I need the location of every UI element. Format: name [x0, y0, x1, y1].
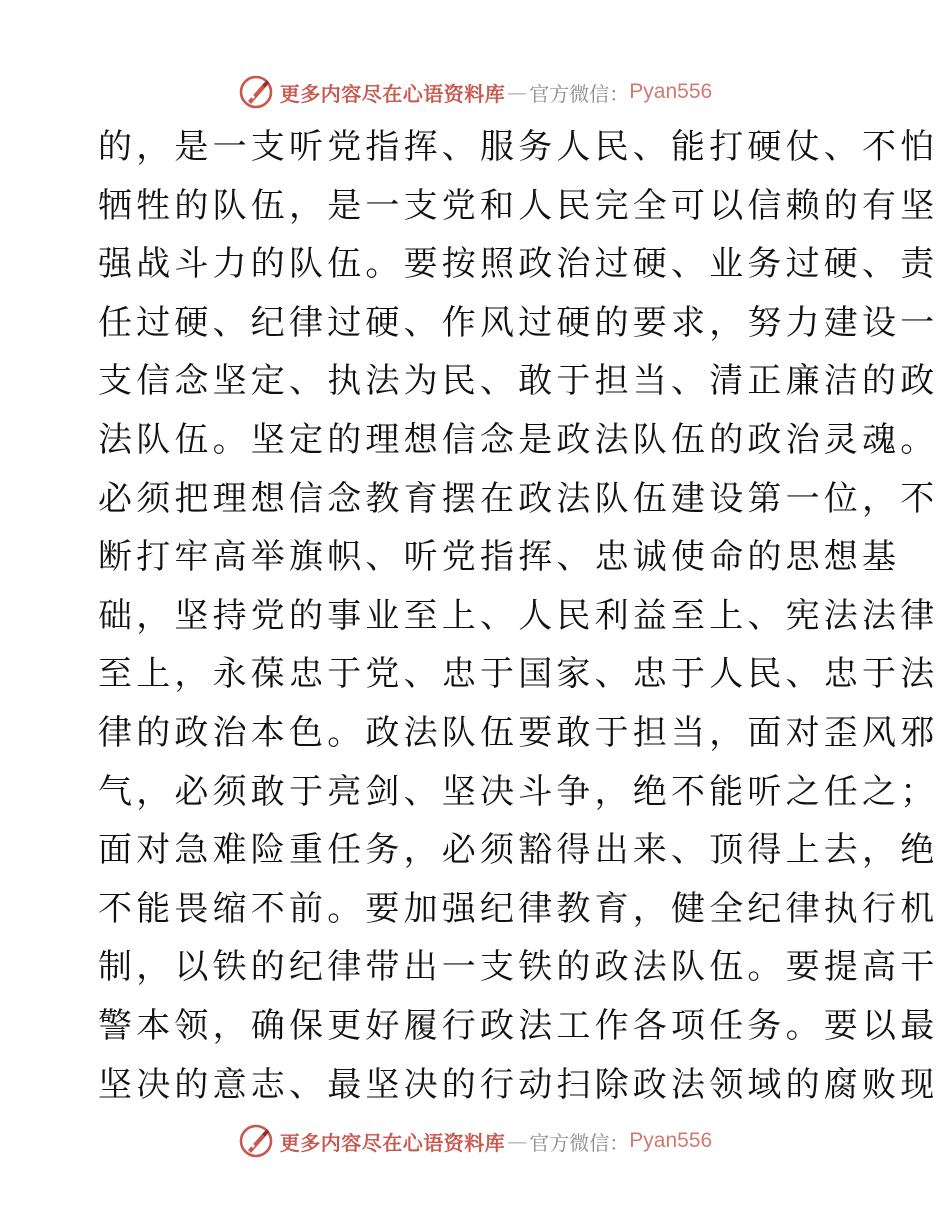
text-line: 础，坚持党的事业至上、人民利益至上、宪法法律 — [98, 595, 939, 636]
wechat-id: Pyan556 — [629, 80, 713, 103]
text-line: 强战斗力的队伍。要按照政治过硬、业务过硬、责 — [98, 244, 939, 285]
text-line: 至上，永葆忠于党、忠于国家、忠于人民、忠于法 — [98, 654, 939, 695]
library-slogan: 更多内容尽在心语资料库 — [279, 1130, 506, 1155]
text-line: 必须把理想信念教育摆在政法队伍建设第一位，不 — [98, 478, 939, 519]
text-line: 不能畏缩不前。要加强纪律教育，健全纪律执行机 — [98, 888, 939, 929]
library-slogan: 更多内容尽在心语资料库 — [279, 81, 506, 106]
official-wechat-label: 官方微信： — [529, 81, 630, 106]
text-line: 制，以铁的纪律带出一支铁的政法队伍。要提高干 — [98, 947, 939, 988]
text-line: 牺牲的队伍，是一支党和人民完全可以信赖的有坚 — [98, 185, 939, 226]
text-line: 断打牢高举旗帜、听党指挥、忠诚使命的思想基 — [98, 537, 901, 578]
document-body — [98, 118, 939, 1114]
text-line: 坚决的意志、最坚决的行动扫除政法领域的腐败现 — [98, 1064, 939, 1105]
header-watermark — [0, 72, 950, 112]
fountain-pen-logo-icon — [238, 74, 274, 110]
banner-separator: — — [507, 80, 528, 104]
fountain-pen-logo-icon — [238, 1123, 274, 1159]
text-line: 支信念坚定、执法为民、敢于担当、清正廉洁的政 — [98, 361, 939, 402]
official-wechat-label: 官方微信： — [529, 1130, 630, 1155]
wechat-id: Pyan556 — [629, 1129, 713, 1152]
text-line: 法队伍。坚定的理想信念是政法队伍的政治灵魂。 — [98, 419, 939, 460]
footer-watermark — [0, 1121, 950, 1161]
banner-separator: — — [507, 1129, 528, 1153]
text-line: 的，是一支听党指挥、服务人民、能打硬仗、不怕 — [98, 127, 939, 167]
text-line: 律的政治本色。政法队伍要敢于担当，面对歪风邪 — [98, 712, 939, 753]
text-line: 面对急难险重任务，必须豁得出来、顶得上去，绝 — [98, 830, 939, 871]
text-line: 警本领，确保更好履行政法工作各项任务。要以最 — [98, 1005, 939, 1046]
text-line: 气，必须敢于亮剑、坚决斗争，绝不能听之任之； — [98, 771, 939, 812]
text-line: 任过硬、纪律过硬、作风过硬的要求，努力建设一 — [98, 302, 939, 343]
